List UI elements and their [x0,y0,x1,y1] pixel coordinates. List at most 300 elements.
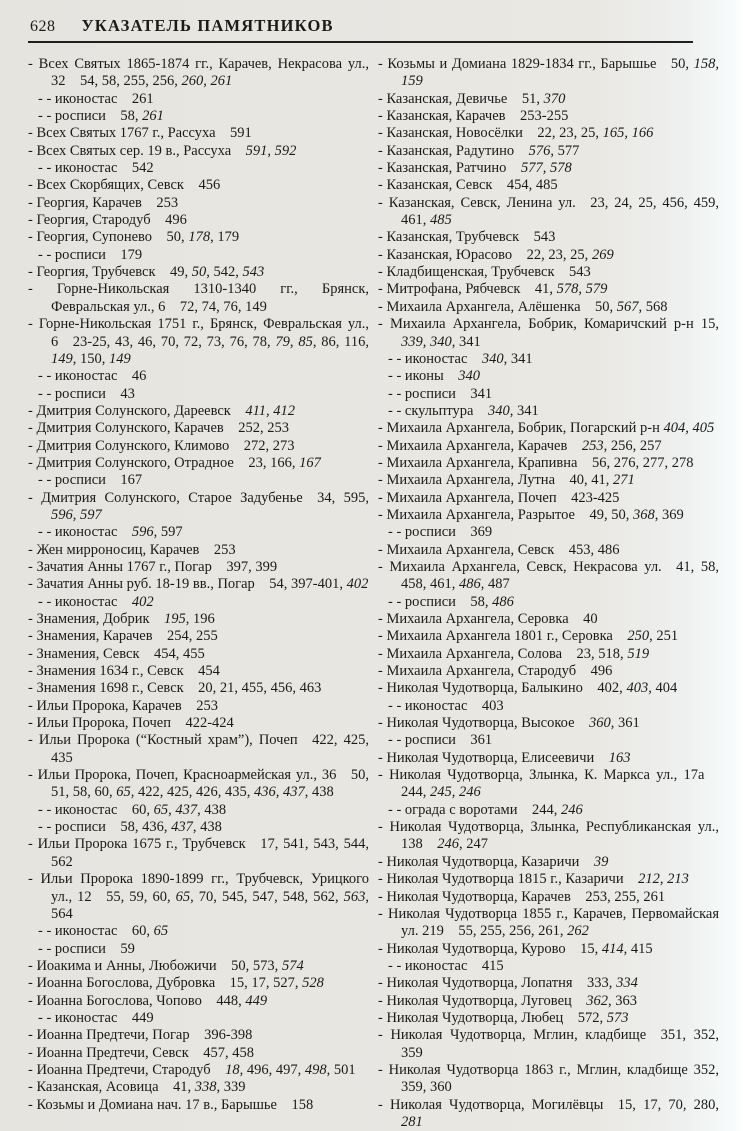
entry-text: - Казанская, Радутино [378,142,529,159]
entry-text: - Михаила Архангела, Алёшенка 50, [378,298,617,315]
index-entry [28,281,369,316]
index-entry [28,195,369,212]
entry-text: - - иконостас [38,593,132,610]
index-entry [378,1097,719,1131]
page-ref-illustrated: 437 [175,801,198,818]
page-ref-illustrated: 340 [481,350,504,367]
index-entry [28,125,369,142]
index-entry [378,663,719,680]
entry-text: - - росписи 59 [38,940,135,957]
page-title: УКАЗАТЕЛЬ ПАМЯТНИКОВ [81,16,334,35]
page-ref-illustrated: 543 [242,264,265,281]
entry-text: - Михаила Архангела, Лутна 40, 41, [378,472,614,489]
entry-text: - Михаила Архангела, Карачев [378,437,582,454]
entry-text: - - росписи 43 [38,385,135,402]
page-ref-illustrated: 250 [627,628,650,645]
index-entry [28,646,369,663]
entry-text: - - иконы [388,368,459,385]
entry-text: - Ильи Пророка 1675 г., Трубчевск 17, 541, 543, 544, 562 [28,836,369,870]
entry-text: - Николая Чудотворца, Курово 15, [378,940,602,957]
index-entry [38,594,369,611]
page-ref-illustrated: 436, 437 [254,784,305,801]
entry-text: , 577 [550,142,580,159]
page-ref-illustrated: 149 [51,350,73,367]
page-ref-illustrated: 578, 579 [556,281,608,298]
index-entry [28,836,369,871]
index-entry [28,975,369,992]
entry-text: , [168,801,176,818]
index-entry [38,802,369,819]
index-entry [38,368,369,385]
entry-text: - Николая Чудотворца, Казаричи [378,853,594,870]
entry-text: , 256, 257 [603,437,662,454]
index-entry [28,628,369,645]
entry-text: - - иконостас 542 [38,160,154,177]
index-entry [28,576,369,593]
index-entry [378,108,719,125]
page-ref-illustrated: 269 [591,246,614,263]
entry-text: , 438 [192,819,222,836]
entry-text: - Всех Святых сер. 19 в., Рассуха [28,142,246,159]
page-ref-illustrated: 402 [131,593,154,610]
index-entry [378,177,719,194]
entry-text: - - иконостас [388,350,482,367]
page-ref-illustrated: 576 [528,142,551,159]
index-entry [28,715,369,732]
entry-text: - Иоанна Предтечи, Севск 457, 458 [28,1044,255,1061]
entry-text: - Михаила Архангела, Серовка 40 [378,611,598,627]
page-ref-illustrated: 486 [459,576,481,593]
index-entry [378,472,719,489]
entry-text: - Михаила Архангела, Бобрик, Комаричский р-н 15, [378,316,719,333]
index-column-right [378,56,719,1131]
index-entry [38,819,369,836]
index-entry [378,247,719,264]
page-ref-illustrated: 411, 412 [245,402,296,419]
entry-text: - - росписи 179 [38,246,143,263]
index-entry [28,438,369,455]
index-entry [28,420,369,437]
entry-text: - - иконостас 261 [38,90,154,107]
entry-text: - - скульптура [388,402,488,419]
index-entry [28,455,369,472]
index-entry [378,715,719,732]
entry-text: - Знамения, Севск 454, 455 [28,645,205,662]
entry-text: - Зачатия Анны 1767 г., Погар 397, 399 [28,558,278,575]
index-entry [28,1027,369,1044]
entry-text: , 568 [638,298,668,315]
page-ref-illustrated: 65 [153,801,169,818]
index-entry [378,455,719,472]
page-ref-illustrated: 178 [188,229,211,246]
entry-text: - Жен мирроносиц, Карачев 253 [28,541,236,558]
page-ref-illustrated: 404, 405 [663,420,715,437]
entry-text: , 339 [216,1079,246,1096]
index-entry [28,767,369,802]
entry-text: , 179 [210,229,240,246]
index-entry [28,611,369,628]
entry-text: - Дмитрия Солунского, Старое Задубенье 34, 595, [28,489,369,506]
index-entry [388,403,719,420]
index-entry [378,559,719,594]
index-entry [388,524,719,541]
entry-text: - Николая Чудотворца, Злынка, Республиканская ул., 138 [378,819,719,853]
entry-text: - Георгия, Карачев 253 [28,194,179,211]
page-header [0,0,743,36]
entry-text: - Михаила Архангела, Стародуб 496 [378,663,613,680]
entry-text: - Козьмы и Домиана 1829-1834 гг., Барышье 50, [378,56,694,72]
index-entry [38,91,369,108]
index-entry [28,56,369,91]
page-ref-illustrated: 577, 578 [520,160,572,177]
page-ref-illustrated: 563 [343,888,366,905]
entry-text: - Казанская, Асовица 41, [28,1079,195,1096]
entry-text: - Всех Святых 1767 г., Рассуха 591 [28,125,252,142]
index-entry [28,177,369,194]
page-ref-illustrated: 246 [560,801,583,818]
index-entry [28,732,369,767]
entry-text: - Дмитрия Солунского, Карачев 252, 253 [28,420,289,437]
entry-text: - Дмитрия Солунского, Отрадное 23, 166, [28,454,300,471]
index-entry [38,108,369,125]
index-entry [38,160,369,177]
entry-text: - - иконостас 60, [38,801,154,818]
entry-text: - - росписи 361 [388,732,493,749]
entry-text: - Казанская, Севск, Ленина ул. 23, 24, 25, 456, 459, 461, [378,194,719,229]
index-entry [28,993,369,1010]
entry-text: - Георгия, Супонево 50, [28,229,189,246]
entry-text: , 501 [326,1061,356,1078]
entry-text: - Михаила Архангела, Разрытое 49, 50, [378,506,633,523]
entry-text: - Дмитрия Солунского, Климово 272, 273 [28,437,295,454]
index-entry [388,802,719,819]
index-entry [28,698,369,715]
entry-text: - Казанская, Трубчевск 543 [378,229,556,246]
page-ref-illustrated: 528 [302,975,324,992]
index-entry [378,507,719,524]
page-ref-illustrated: 165, 166 [602,125,654,142]
index-entry [38,1010,369,1027]
entry-text: - Николая Чудотворца, Балыкино 402, [378,680,627,697]
index-entry [378,871,719,888]
entry-text: , 341 [451,333,481,350]
page-number: 628 [30,18,56,35]
index-entry [28,1045,369,1062]
page-ref-illustrated: 262 [567,923,589,940]
page-ref-illustrated: 79, 85 [275,333,313,350]
entry-text: - Казанская, Карачев 253-255 [378,108,569,125]
entry-text: - Иоанна Предтечи, Погар 396-398 [28,1027,253,1044]
index-entry [28,871,369,923]
entry-text: , 150, [72,350,109,367]
page-ref-illustrated: 574 [281,957,304,974]
entry-text: , 415 [623,940,653,957]
entry-text: , 86, 116, [312,333,369,350]
index-column-left [28,56,369,1131]
entry-text: - Всех Скорбящих, Севск 456 [28,177,221,194]
entry-text: - Иоакима и Анны, Любожичи 50, 573, [28,957,282,974]
index-entry [378,680,719,697]
entry-text: - - росписи 167 [38,472,143,489]
index-entry [28,542,369,559]
page-ref-illustrated: 158, 159 [401,56,719,90]
index-entry [378,195,719,230]
index-columns [0,43,743,1131]
entry-text: - Николая Чудотворца, Карачев 253, 255, 261 [378,888,666,905]
entry-text: , 341 [503,350,533,367]
index-entry [38,941,369,958]
index-entry [28,212,369,229]
entry-text: - Митрофана, Рябчевск 41, [378,281,557,298]
page-ref-illustrated: 486 [492,593,514,610]
page-ref-illustrated: 591, 592 [245,142,297,159]
entry-text: - Николая Чудотворца, Любец 572, [378,1009,607,1026]
index-entry [28,143,369,160]
entry-text: , 422, 425, 426, 435, [130,784,254,801]
entry-text: - Николая Чудотворца, Могилёвцы 15, 17, 70, 280, [378,1096,719,1113]
entry-text: - Николая Чудотворца, Луговец [378,992,587,1009]
index-entry [378,1010,719,1027]
entry-text: , 341 [509,402,539,419]
page-ref-illustrated: 246 [437,836,459,853]
page-ref-illustrated: 360 [589,715,611,732]
index-entry [378,750,719,767]
entry-text: - Михаила Архангела, Крапивна 56, 276, 277, 278 [378,454,694,471]
entry-text: , 542, [206,264,243,281]
entry-text: - Казанская, Ратчино [378,160,521,177]
entry-text: - Николая Чудотворца, Злынка, К. Маркса ул., 17а 244, [378,767,719,801]
index-entry [378,281,719,298]
entry-text: , 496, 497, [239,1061,305,1078]
entry-text: , 487 [480,576,510,593]
entry-text: - Ильи Пророка, Почеп, Красноармейская ул., 36 50, 51, 58, 60, [28,767,369,801]
page-ref-illustrated: 437 [171,819,193,836]
entry-text: - - росписи 58, [388,593,493,610]
page-ref-illustrated: 65 [153,923,169,940]
page-ref-illustrated: 449 [245,992,268,1009]
index-entry [378,56,719,91]
index-entry [378,889,719,906]
page-ref-illustrated: 212, 213 [638,871,689,888]
entry-text: - - иконостас 415 [388,957,504,974]
entry-text: - - ограда с воротами 244, [388,801,561,818]
index-entry [378,420,719,437]
index-entry [28,1079,369,1096]
index-entry [378,993,719,1010]
entry-text: - Николая Чудотворца, Высокое [378,715,590,732]
index-entry [388,732,719,749]
index-entry [378,125,719,142]
index-entry [28,559,369,576]
entry-text: - Иоанна Богослова, Чопово 448, [28,992,246,1009]
page-ref-illustrated: 414 [601,940,624,957]
page-ref-illustrated: 39 [593,853,609,870]
entry-text: - Николая Чудотворца 1863 г., Мглин, кладбище 352, 359, 360 [378,1061,719,1096]
entry-text: - Михаила Архангела 1801 г., Серовка [378,628,628,645]
page-ref-illustrated: 65 [175,888,191,905]
page-ref-illustrated: 167 [299,454,321,471]
index-entry [388,698,719,715]
entry-text: , 597 [153,524,183,541]
index-entry [28,316,369,368]
index-entry [28,958,369,975]
index-entry [378,91,719,108]
index-entry [38,923,369,940]
index-entry [38,386,369,403]
page-ref-illustrated: 260, 261 [181,73,233,90]
entry-text: , 369 [654,506,684,523]
page-ref-illustrated: 163 [608,749,631,766]
entry-text: - Георгия, Трубчевск 49, [28,264,192,281]
entry-text: - Михаила Архангела, Севск, Некрасова ул. 41, 58, 458, 461, [378,558,719,593]
entry-text: - Дмитрия Солунского, Дареевск [28,402,246,419]
index-entry [378,229,719,246]
page-ref-illustrated: 573 [606,1009,629,1026]
page-ref-illustrated: 519 [627,645,650,662]
page-ref-illustrated: 340 [488,402,510,419]
index-entry [28,264,369,281]
entry-text: - Ильи Пророка (“Костный храм”), Почеп 422, 425, 435 [28,732,369,766]
entry-text: - Казанская, Девичье 51, [378,90,544,107]
index-entry [388,386,719,403]
index-entry [38,247,369,264]
page-ref-illustrated: 18 [225,1061,240,1078]
index-entry [378,628,719,645]
page-ref-illustrated: 334 [616,975,638,992]
entry-text: - Михаила Архангела, Севск 453, 486 [378,541,620,558]
index-entry [378,975,719,992]
page-ref-illustrated: 403 [626,680,649,697]
entry-text: - Козьмы и Домиана нач. 17 в., Барышье 158 [28,1096,314,1113]
entry-text: - - росписи 341 [388,385,493,402]
entry-text: - Николая Чудотворца, Лопатня 333, [378,975,617,992]
index-entry [38,472,369,489]
index-entry [28,403,369,420]
entry-text: - Георгия, Стародуб 496 [28,212,187,229]
index-entry [378,1062,719,1097]
page-ref-illustrated: 245, 246 [430,784,481,801]
entry-text: - Горне-Никольская 1310-1340 гг., Брянск, Февральская ул., 6 72, 74, 76, 149 [28,281,369,315]
entry-text: - Кладбищенская, Трубчевск 543 [378,264,591,281]
entry-text: - Зачатия Анны руб. 18-19 вв., Погар 54, 397-401, [28,576,347,593]
index-entry [378,316,719,351]
index-entry [388,594,719,611]
page-ref-illustrated: 596 [131,524,154,541]
page-ref-illustrated: 362 [586,992,609,1009]
entry-text: - - иконостас 46 [38,368,147,385]
index-entry [378,646,719,663]
index-entry [378,611,719,628]
entry-text: , 564 [51,888,369,922]
index-entry [28,663,369,680]
entry-text: , 438 [197,801,227,818]
page-ref-illustrated: 261 [142,108,164,125]
index-entry [378,854,719,871]
page-ref-illustrated: 368 [632,506,655,523]
entry-text: - Николая Чудотворца, Елисеевичи [378,749,609,766]
index-entry [388,351,719,368]
entry-text: - Казанская, Новосёлки 22, 23, 25, [378,125,603,142]
entry-text: - Николая Чудотворца, Мглин, кладбище 351, 352, 359 [378,1027,719,1061]
index-entry [378,490,719,507]
entry-text: - Михаила Архангела, Солова 23, 518, [378,645,628,662]
index-entry [378,160,719,177]
entry-text: , 70, 545, 547, 548, 562, [190,888,344,905]
entry-text: - Знамения 1634 г., Севск 454 [28,663,220,680]
entry-text: - Ильи Пророка 1890-1899 гг., Трубчевск, Урицкого ул., 12 55, 59, 60, [28,871,369,905]
entry-text: - Ильи Пророка, Карачев 253 [28,697,218,714]
index-entry [28,229,369,246]
index-entry [378,143,719,160]
index-entry [378,941,719,958]
entry-text: - Горне-Никольская 1751 г., Брянск, Февральская ул., 6 23-25, 43, 46, 70, 72, 73, 76, 78, [28,316,369,350]
entry-text: - Всех Святых 1865-1874 гг., Карачев, Некрасова ул., 32 54, 58, 255, 256, [28,56,369,90]
page-ref-illustrated: 596, 597 [51,506,102,523]
entry-text: , 247 [459,836,488,853]
entry-text: - Михаила Архангела, Бобрик, Погарский р-н [378,420,664,437]
page-ref-illustrated: 253 [581,437,604,454]
entry-text: , 251 [649,628,679,645]
entry-text: , 363 [608,992,638,1009]
page-ref-illustrated: 65 [116,784,131,801]
entry-text: - - росписи 58, [38,108,143,125]
page-ref-illustrated: 485 [430,212,452,229]
page-ref-illustrated: 149 [109,350,131,367]
entry-text: - Знамения 1698 г., Севск 20, 21, 455, 456, 463 [28,680,322,697]
entry-text: - - иконостас [38,524,132,541]
entry-text: , 361 [610,715,640,732]
index-entry [378,819,719,854]
entry-text: - Иоанна Богослова, Дубровка 15, 17, 527, [28,975,303,992]
page-ref-illustrated: 370 [543,90,566,107]
page-ref-illustrated: 340 [458,368,480,385]
index-entry [28,680,369,697]
entry-text: , 438 [304,784,334,801]
entry-text: - Казанская, Юрасово 22, 23, 25, [378,246,592,263]
entry-text: , 404 [648,680,678,697]
entry-text: - Николая Чудотворца 1815 г., Казаричи [378,871,639,888]
entry-text: - Знамения, Добрик [28,611,165,627]
entry-text: - - иконостас 403 [388,697,504,714]
entry-text: - Казанская, Севск 454, 485 [378,177,558,194]
entry-text: - Ильи Пророка, Почеп 422-424 [28,715,234,732]
page-ref-illustrated: 339, 340 [401,333,452,350]
entry-text: - Николая Чудотворца 1855 г., Карачев, Первомайская ул. 219 55, 255, 256, 261, [378,905,719,940]
index-entry [28,1062,369,1079]
entry-text: - - иконостас 449 [38,1009,154,1026]
index-entry [378,542,719,559]
entry-text: - - росписи 369 [388,524,493,541]
page-ref-illustrated: 402 [346,576,369,593]
index-entry [38,524,369,541]
page-ref-illustrated: 281 [401,1113,423,1130]
index-entry [378,906,719,941]
entry-text: - - иконостас 60, [38,923,154,940]
page-ref-illustrated: 271 [613,472,635,489]
index-entry [378,299,719,316]
index-entry [388,958,719,975]
index-entry [378,438,719,455]
page-ref-illustrated: 498 [304,1061,327,1078]
entry-text: - Знамения, Карачев 254, 255 [28,628,218,645]
index-entry [378,767,719,802]
index-entry [28,1097,369,1114]
index-entry [28,490,369,525]
page-ref-illustrated: 195 [164,611,186,627]
index-entry [388,368,719,385]
entry-text: , 196 [185,611,215,627]
index-entry [378,264,719,281]
